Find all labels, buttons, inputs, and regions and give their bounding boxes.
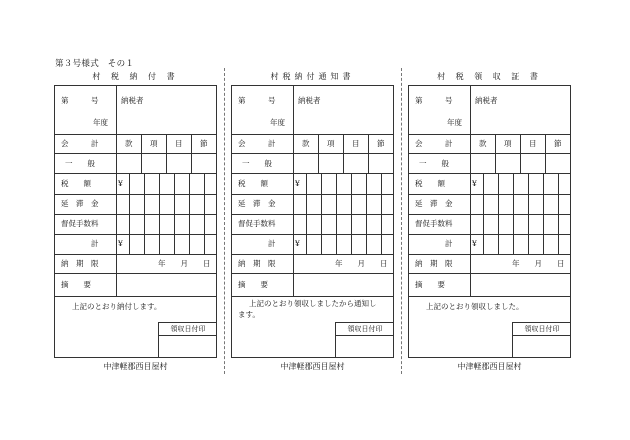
receipt-stamp-label: 領収日付印 <box>159 323 217 336</box>
col-kou: 項 <box>327 139 335 148</box>
col-kan: 款 <box>479 139 487 148</box>
yen-mark: ¥ <box>472 239 477 248</box>
deadline-date: 年 月 日 <box>335 259 388 268</box>
slip-title: 村税納付通知書 <box>270 72 355 81</box>
fiscal-year-label: 年度 <box>93 118 108 127</box>
summary-label: 摘 要 <box>61 280 91 289</box>
tax-amount-label: 税 額 <box>415 179 445 188</box>
deadline-label: 納 期 限 <box>61 259 99 268</box>
receipt-stamp-box <box>158 322 217 358</box>
taxpayer-label: 納税者 <box>475 96 498 105</box>
field-number-label: 第 号 <box>238 96 276 105</box>
reminder-fee-label: 督促手数料 <box>415 219 453 228</box>
receipt-stamp-label: 領収日付印 <box>336 323 394 336</box>
col-setsu: 節 <box>554 139 562 148</box>
tax-receipt <box>408 85 571 358</box>
slip-message: 上記のとおり納付します。 <box>72 302 162 311</box>
deadline-label: 納 期 限 <box>415 259 453 268</box>
slip-title: 村 税 納 付 書 <box>92 72 179 81</box>
total-label: 計 <box>445 239 453 248</box>
total-label: 計 <box>91 239 99 248</box>
receipt-stamp-box <box>335 322 394 358</box>
deadline-date: 年 月 日 <box>158 259 211 268</box>
delay-charge-label: 延 滞 金 <box>61 199 99 208</box>
reminder-fee-label: 督促手数料 <box>238 219 276 228</box>
taxpayer-label: 納税者 <box>121 96 144 105</box>
col-kan: 款 <box>302 139 310 148</box>
slip-title: 村 税 領 収 証 書 <box>437 72 542 81</box>
general-label: 一 般 <box>419 159 449 168</box>
issuer-name: 中津軽郡西目屋村 <box>457 362 522 371</box>
account-label: 会 計 <box>415 139 453 148</box>
col-setsu: 節 <box>377 139 385 148</box>
slip-message-cont: ます。 <box>238 310 260 319</box>
col-kou: 項 <box>504 139 512 148</box>
deadline-date: 年 月 日 <box>512 259 565 268</box>
tax-amount-label: 税 額 <box>238 179 268 188</box>
col-kou: 項 <box>150 139 158 148</box>
issuer-name: 中津軽郡西目屋村 <box>103 362 168 371</box>
receipt-stamp-label: 領収日付印 <box>513 323 571 336</box>
col-moku: 目 <box>529 139 537 148</box>
yen-mark: ¥ <box>295 239 300 248</box>
issuer-name: 中津軽郡西目屋村 <box>280 362 345 371</box>
yen-mark: ¥ <box>472 179 477 188</box>
yen-mark: ¥ <box>118 179 123 188</box>
slip-message: 上記のとおり領収しました。 <box>426 302 524 311</box>
col-setsu: 節 <box>200 139 208 148</box>
fiscal-year-label: 年度 <box>270 118 285 127</box>
tax-payment-slip <box>54 85 217 358</box>
taxpayer-label: 納税者 <box>298 96 321 105</box>
reminder-fee-label: 督促手数料 <box>61 219 99 228</box>
delay-charge-label: 延 滞 金 <box>415 199 453 208</box>
field-number-label: 第 号 <box>61 96 99 105</box>
form-number: 第３号様式 その１ <box>55 59 135 69</box>
summary-label: 摘 要 <box>238 280 268 289</box>
deadline-label: 納 期 限 <box>238 259 276 268</box>
yen-mark: ¥ <box>118 239 123 248</box>
slip-message: 上記のとおり領収しましたから通知し <box>249 299 377 308</box>
general-label: 一 般 <box>242 159 272 168</box>
tax-payment-notice <box>231 85 394 358</box>
col-moku: 目 <box>352 139 360 148</box>
total-label: 計 <box>268 239 276 248</box>
tax-amount-label: 税 額 <box>61 179 91 188</box>
cut-line <box>401 68 402 374</box>
summary-label: 摘 要 <box>415 280 445 289</box>
receipt-stamp-box <box>512 322 571 358</box>
col-moku: 目 <box>175 139 183 148</box>
col-kan: 款 <box>125 139 133 148</box>
general-label: 一 般 <box>65 159 95 168</box>
delay-charge-label: 延 滞 金 <box>238 199 276 208</box>
field-number-label: 第 号 <box>415 96 453 105</box>
yen-mark: ¥ <box>295 179 300 188</box>
cut-line <box>224 68 225 374</box>
fiscal-year-label: 年度 <box>447 118 462 127</box>
account-label: 会 計 <box>61 139 99 148</box>
account-label: 会 計 <box>238 139 276 148</box>
